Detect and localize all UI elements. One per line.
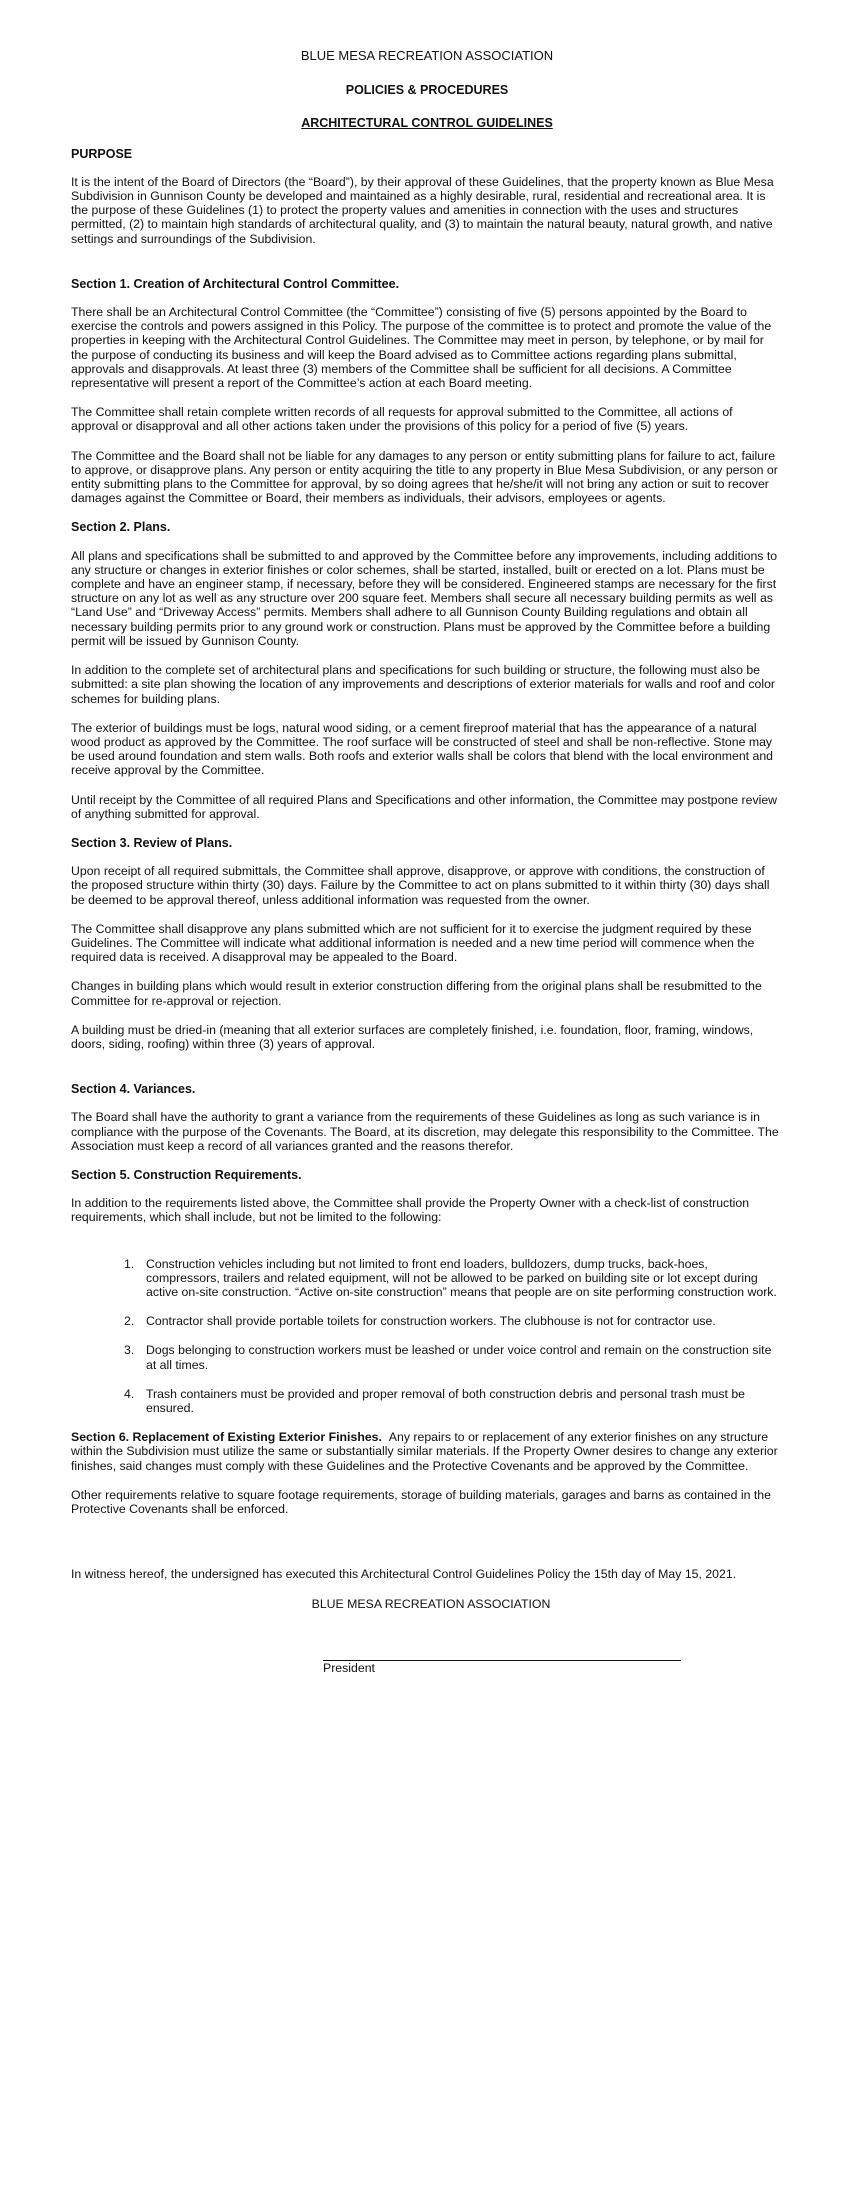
signature-block — [323, 1660, 683, 1675]
purpose-heading: PURPOSE — [71, 146, 133, 161]
section-1-paragraph-2: The Committee shall retain complete written records of all requests for approval submitted to the Committee, all actions of approval or disapproval and all other actions taken under the provisions of this policy for a period of five (5) years. — [71, 405, 733, 434]
section-5-heading: Section 5. Construction Requirements. — [71, 1167, 302, 1182]
section-6-paragraph-2: Other requirements relative to square footage requirements, storage of building materials, garages and barns as contained in the Protective Covenants shall be enforced. — [71, 1487, 771, 1517]
list-item — [71, 1343, 783, 1371]
section-5-paragraph-1: In addition to the requirements listed above, the Committee shall provide the Property Owner with a check-list of construction requirements, which shall include, but not be limited to the following: — [71, 1196, 750, 1225]
section-2-paragraph-4: Until receipt by the Committee of all required Plans and Specifications and other information, the Committee may postpone review of anything submitted for approval. — [71, 792, 778, 821]
signature-org: BLUE MESA RECREATION ASSOCIATION — [311, 1597, 551, 1612]
witness-statement: In witness hereof, the undersigned has executed this Architectural Control Guidelines Policy the 15th day of May 15, 2021. — [71, 1567, 737, 1582]
section-4-heading: Section 4. Variances. — [71, 1082, 196, 1097]
guidelines-title: ARCHITECTURAL CONTROL GUIDELINES — [301, 116, 553, 131]
list-item-text: Contractor shall provide portable toilets for construction workers. The clubhouse is not for contractor use. — [146, 1314, 716, 1329]
list-item-text: Construction vehicles including but not limited to front end loaders, bulldozers, dump trucks, back-hoes, compressors, trailers and related equipment, will not be allowed to be parked on building site or lot except during active on-site construction. “Active on-site construction” means that people are on site performing construction work. — [146, 1256, 777, 1299]
section-2-paragraph-3: The exterior of buildings must be logs, natural wood siding, or a cement fireproof material that has the appearance of a natural wood product as approved by the Committee. The roof surface will be constructed of steel and shall be non-reflective. Stone may be used around foundation and stem walls. Both roofs and exterior walls shall be colors that blend with the local environment and receive approval by the Committee. — [71, 720, 774, 778]
org-header: BLUE MESA RECREATION ASSOCIATION — [300, 48, 554, 63]
section-4-paragraph-1: The Board shall have the authority to grant a variance from the requirements of these Guidelines as long as such variance is in compliance with the purpose of the Covenants. The Board, at its discretion, may delegate this responsibility to the Committee. The Association must keep a record of all variances granted and the reasons therefor. — [71, 1110, 779, 1153]
section-6-text: Any repairs to or replacement of any exterior finishes on any structure within the Subdivision must utilize the same or substantially similar materials. If the Property Owner desires to change any exterior finishes, said changes must comply with these Guidelines and the Protective Covenants and be approved by the Committee. — [71, 1430, 778, 1473]
section-3-paragraph-4: A building must be dried-in (meaning that all exterior surfaces are completely finished, i.e. foundation, floor, framing, windows, doors, siding, roofing) within three (3) years of approval. — [71, 1022, 754, 1051]
section-1-heading: Section 1. Creation of Architectural Control Committee. — [71, 276, 400, 291]
list-item-number: 1. — [124, 1256, 135, 1271]
section-6-paragraph-1 — [71, 1430, 783, 1473]
list-item-text: Trash containers must be provided and proper removal of both construction debris and personal trash must be ensured. — [146, 1386, 745, 1415]
construction-requirements-list — [71, 1257, 783, 1416]
policies-title: POLICIES & PROCEDURES — [345, 83, 509, 98]
section-2-heading: Section 2. Plans. — [71, 520, 171, 535]
list-item — [71, 1387, 783, 1415]
section-6-heading: Section 6. Replacement of Existing Exterior Finishes. — [71, 1430, 382, 1445]
section-1-paragraph-1: There shall be an Architectural Control Committee (the “Committee”) consisting of five (5) persons appointed by the Board to exercise the controls and powers assigned in this Policy. The purpose of the committee is to protect and promote the value of the properties in keeping with the Architectural Control Guidelines. The Committee may meet in person, by telephone, or by mail for the purpose of conducting its business and will keep the Board advised as to Committee actions regarding plans submittal, approvals and disapprovals. At least three (3) members of the Committee shall be sufficient for all decisions. A Committee representative will present a report of the Committee’s action at each Board meeting. — [71, 305, 772, 391]
section-2-paragraph-1: All plans and specifications shall be submitted to and approved by the Committee before any improvements, including additions to any structure or changes in exterior finishes or color schemes, shall be started, installed, built or erected on a lot. Plans must be complete and have an engineer stamp, if necessary, before they will be considered. Engineered stamps are necessary for the first structure on any lot as well as any structure over 200 square feet. Members shall secure all necessary building permits as well as “Land Use” and “Driveway Access” permits. Members shall adhere to all Gunnison County Building regulations and obtain all necessary building permits prior to any ground work or construction. Plans must be approved by the Committee before a building permit will be issued by Gunnison County. — [71, 548, 778, 648]
section-2-paragraph-2: In addition to the complete set of architectural plans and specifications for such building or structure, the following must also be submitted: a site plan showing the location of any improvements and descriptions of exterior materials for walls and roof and color schemes for building plans. — [71, 663, 776, 706]
section-3-paragraph-1: Upon receipt of all required submittals, the Committee shall approve, disapprove, or approve with conditions, the construction of the proposed structure within thirty (30) days. Failure by the Committee to act on plans submitted to it within thirty (30) days shall be deemed to be approval thereof, unless additional information was requested from the owner. — [71, 864, 770, 907]
section-3-paragraph-2: The Committee shall disapprove any plans submitted which are not sufficient for it to exercise the judgment required by these Guidelines. The Committee will indicate what additional information is needed and a new time period will commence when the required data is received. A disapproval may be appealed to the Board. — [71, 921, 755, 965]
purpose-text: It is the intent of the Board of Directors (the “Board”), by their approval of these Guidelines, that the property known as Blue Mesa Subdivision in Gunnison County be developed and maintained as a highly desirable, rural, residential and recreational area. It is the purpose of these Guidelines (1) to protect the property values and amenities in connection with the uses and structures permitted, (2) to maintain high standards of architectural quality, and (3) to maintain the natural beauty, natural growth, and native settings and surroundings of the Subdivision. — [71, 174, 774, 246]
list-item-number: 4. — [124, 1386, 135, 1401]
signer-title: President — [323, 1660, 375, 1675]
list-item — [71, 1314, 783, 1328]
list-item-number: 2. — [124, 1314, 135, 1329]
list-item — [71, 1257, 783, 1300]
section-1-paragraph-3: The Committee and the Board shall not be liable for any damages to any person or entity submitting plans for failure to act, failure to approve, or disapprove plans. Any person or entity acquiring the title to any property in Blue Mesa Subdivision, or any person or entity submitting plans to the Committee for approval, by so doing agrees that he/she/it will not bring any action or suit to recover damages against the Committee or Board, their members as individuals, their advisors, employees or agents. — [71, 448, 778, 506]
section-3-paragraph-3: Changes in building plans which would result in exterior construction differing from the original plans shall be resubmitted to the Committee for re-approval or rejection. — [71, 979, 762, 1008]
list-item-text: Dogs belonging to construction workers must be leashed or under voice control and remain on the construction site at all times. — [146, 1343, 772, 1372]
section-3-heading: Section 3. Review of Plans. — [71, 835, 233, 850]
list-item-number: 3. — [124, 1343, 135, 1358]
